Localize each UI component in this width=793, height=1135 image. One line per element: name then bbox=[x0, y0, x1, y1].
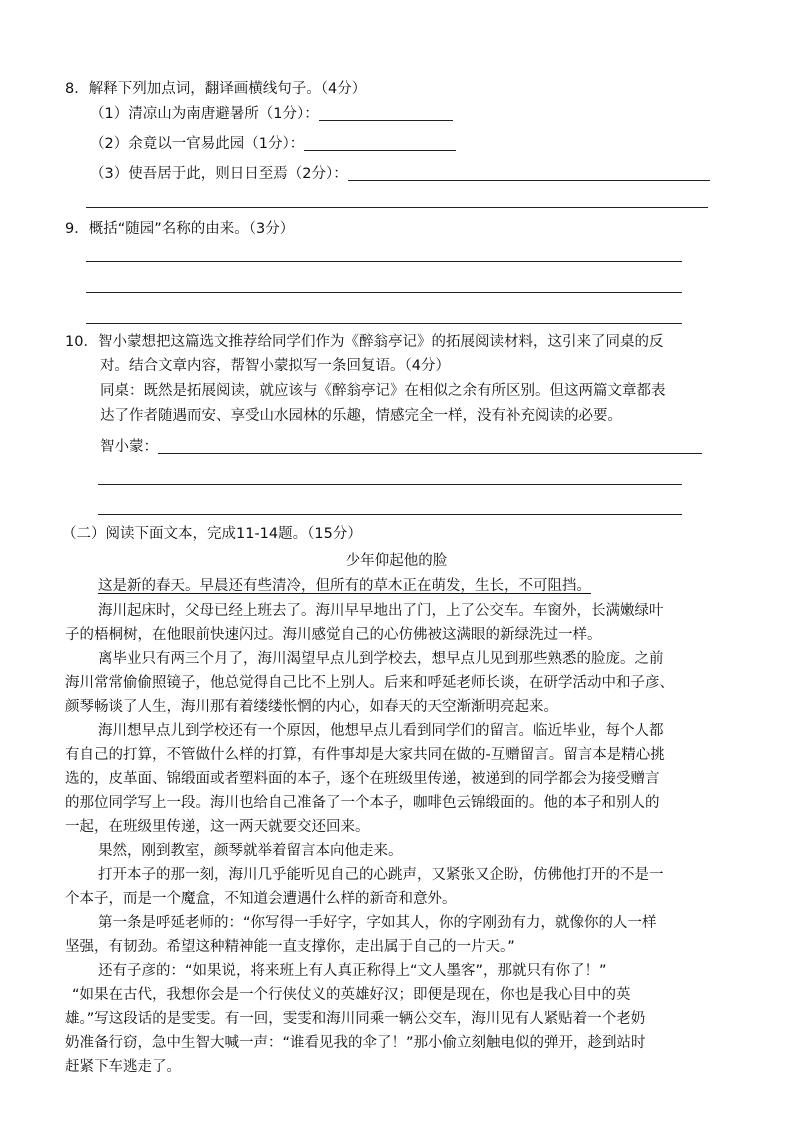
passage-line-10: 的那位同学写上一段。海川也给自己准备了一个本子，咖啡色云锦缎面的。他的本子和别人的 bbox=[65, 795, 660, 811]
passage-line-15: 第一条是呼延老师的：“你写得一手好字，字如其人，你的字刚劲有力，就像你的人一样 bbox=[98, 915, 657, 931]
q10-line-3: 同桌：既然是拓展阅读，就应该与《醉翁亭记》在相似之余有所区别。但这两篇文章都表 bbox=[100, 383, 666, 399]
q10-answer-line-2[interactable] bbox=[98, 484, 682, 485]
q10-reply-label: 智小蒙： bbox=[100, 439, 158, 455]
passage-line-7: 海川想早点儿到学校还有一个原因，他想早点儿看到同学们的留言。临近毕业，每个人都 bbox=[98, 723, 664, 739]
passage-line-1: 这是新的春天。早晨还有些清冷，但所有的草木正在萌发，生长，不可阻挡。 bbox=[98, 578, 591, 594]
q8-item-1-blank[interactable] bbox=[319, 106, 453, 121]
q9-heading: 9．概括“随园”名称的由来。（3分） bbox=[65, 221, 295, 237]
q10-answer-line-3[interactable] bbox=[98, 514, 682, 515]
passage-line-11: 一起，在班级里传递，这一两天就要交还回来。 bbox=[65, 819, 370, 835]
q9-answer-line-3[interactable] bbox=[86, 323, 682, 324]
passage-line-20: 奶准备行窃，急中生智大喊一声：“谁看见我的伞了！”那小偷立刻触电似的弹开，趁到站时 bbox=[65, 1035, 646, 1051]
passage-line-8: 有自己的打算，不管做什么样的打算，有件事却是大家共同在做的-互赠留言。留言本是精心挑 bbox=[65, 747, 665, 763]
q8-heading: 8．解释下列加点词，翻译画横线句子。（4分） bbox=[65, 81, 367, 97]
q8-item-1-text: （1）清凉山为南唐避暑所（1分）： bbox=[90, 106, 319, 122]
passage-line-3: 子的梧桐树，在他眼前快速闪过。海川感觉自己的心仿佛被这满眼的新绿洗过一样。 bbox=[65, 627, 602, 643]
passage-line-21: 赶紧下车逃走了。 bbox=[65, 1059, 181, 1075]
q10-line-4: 达了作者随遇而安、享受山水园林的乐趣，情感完全一样，没有补充阅读的必要。 bbox=[100, 408, 622, 424]
q10-line-1: 10．智小蒙想把这篇选文推荐给同学们作为《醉翁亭记》的拓展阅读材料，这引来了同桌的反 bbox=[65, 334, 664, 350]
q8-item-2 bbox=[90, 134, 456, 154]
q10-reply bbox=[100, 437, 702, 457]
passage-line-5: 海川常常偷偷照镜子，他总觉得自己比不上别人。后来和呼延老师长谈，在研学活动中和子彦、 bbox=[65, 675, 674, 691]
q9-answer-line-2[interactable] bbox=[86, 292, 682, 293]
q8-item-1 bbox=[90, 104, 453, 124]
q8-item-3-blank[interactable] bbox=[348, 166, 710, 181]
passage-line-17: 还有子彦的：“如果说，将来班上有人真正称得上“文人墨客”，那就只有你了！” bbox=[98, 963, 607, 979]
q8-item-3-text: （3）使吾居于此，则日日至焉（2分）： bbox=[90, 166, 348, 182]
passage-line-4: 离毕业只有两三个月了，海川渴望早点儿到学校去，想早点儿见到那些熟悉的脸庞。之前 bbox=[98, 651, 664, 667]
passage-line-12: 果然，刚到教室，颜琴就举着留言本向他走来。 bbox=[98, 843, 403, 859]
passage-title: 少年仰起他的脸 bbox=[345, 553, 448, 569]
passage-line-2: 海川起床时，父母已经上班去了。海川早早地出了门，上了公交车。车窗外，长满嫩绿叶 bbox=[98, 603, 664, 619]
q10-reply-blank[interactable] bbox=[158, 439, 702, 454]
q10-line-2: 对。结合文章内容，帮智小蒙拟写一条回复语。（4分） bbox=[100, 358, 450, 374]
passage-line-9: 选的，皮革面、锦缎面或者塑料面的本子，逐个在班级里传递，被递到的同学都会为接受赠言 bbox=[65, 771, 660, 787]
passage-line-16: 坚强，有韧劲。希望这种精神能一直支撑你，走出属于自己的一片天。” bbox=[65, 939, 515, 955]
passage-line-6: 颜琴畅谈了人生，海川那有着缕缕怅惘的内心，如春天的天空渐渐明亮起来。 bbox=[65, 699, 558, 715]
passage-line-18: “如果在古代，我想你会是一个行侠仗义的英雄好汉；即便是现在，你也是我心目中的英 bbox=[72, 987, 631, 1003]
passage-line-13: 打开本子的那一刻，海川几乎能听见自己的心跳声，又紧张又企盼，仿佛他打开的不是一 bbox=[98, 867, 664, 883]
passage-line-19: 雄。”写这段话的是雯雯。有一回，雯雯和海川同乘一辆公交车，海川见有人紧贴着一个老奶 bbox=[65, 1011, 646, 1027]
q8-item-2-blank[interactable] bbox=[304, 136, 456, 151]
q8-answer-line[interactable] bbox=[86, 207, 708, 208]
q8-item-3 bbox=[90, 164, 710, 184]
q9-answer-line-1[interactable] bbox=[86, 261, 682, 262]
passage-line-14: 个本子，而是一个魔盒，不知道会遭遇什么样的新奇和意外。 bbox=[65, 891, 457, 907]
section2-heading: （二）阅读下面文本，完成11-14题。（15分） bbox=[62, 526, 362, 542]
q8-item-2-text: （2）余竟以一官易此园（1分）： bbox=[90, 136, 305, 152]
